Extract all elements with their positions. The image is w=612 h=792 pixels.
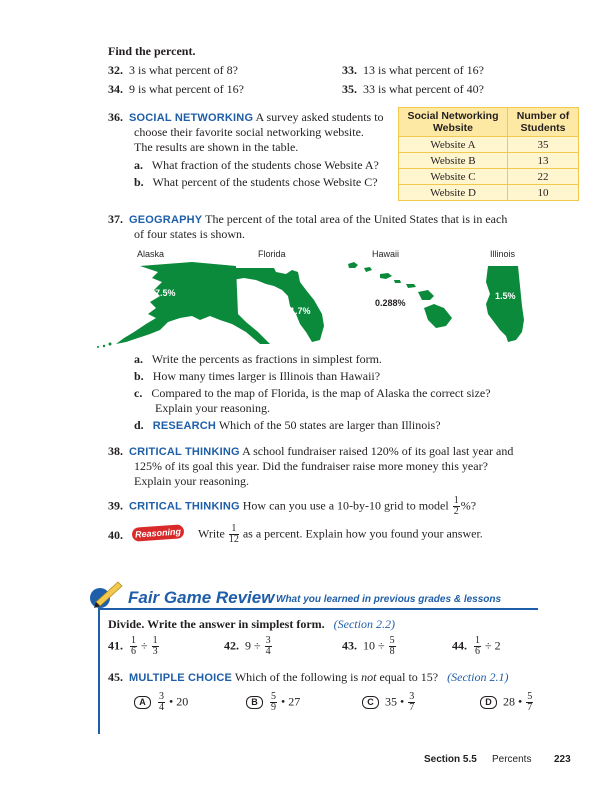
reasoning-badge: Reasoning [132,524,185,542]
exercise-37c-line2: Explain your reasoning. [155,401,270,415]
table-row: Website D 10 [399,185,579,201]
map-label-florida: Florida [258,249,286,259]
table-row: Website B 13 [399,153,579,169]
exercise-39: 39. CRITICAL THINKING How can you use a 10-by-10 grid to model $\frac{1}{2}$ %? [108,495,477,517]
state-maps [60,258,560,348]
footer-topic: Percents [492,754,532,765]
exercise-42: 42. 9 ÷ $\frac{3}{4}$ [224,635,271,657]
section-heading: Find the percent. [108,44,196,58]
review-divider [98,608,538,610]
table-row: Website A 35 [399,137,579,153]
review-subtitle: What you learned in previous grades & lessons [276,594,502,605]
exercise-36-line2: choose their favorite social networking website. [134,125,364,139]
option-b[interactable]: B $\frac{5}{9}$ • 27 [246,692,300,713]
fraction: $\frac{1}{2}$ [453,495,459,517]
footer-section: Section 5.5 [424,754,477,765]
exercise-36-line1: 36. SOCIAL NETWORKING A survey asked students to [108,110,384,124]
option-a[interactable]: A $\frac{3}{4}$ • 20 [134,692,188,713]
fraction: $\frac{1}{12}$ [228,523,239,545]
hawaii-map-shape [348,262,452,328]
option-c[interactable]: C 35 • $\frac{3}{7}$ [362,692,416,713]
exercise-43: 43. 10 ÷ $\frac{5}{8}$ [342,635,395,657]
exercise-36b: b. What percent of the students chose Website C? [134,175,378,189]
exercise-44: 44. $\frac{1}{6}$ ÷ 2 [452,635,501,657]
option-letter: D [480,696,497,709]
exercise-37-line2: of four states is shown. [134,227,245,241]
review-instruction: Divide. Write the answer in simplest form. (Section 2.2) [108,617,395,631]
exercise-35: 35. 33 is what percent of 40? [342,82,484,96]
exercise-38-line2: 125% of its goal this year. Did the fundraiser raise more money this year? [134,459,488,473]
page-number: 223 [554,754,571,765]
exercise-37d: d. RESEARCH Which of the 50 states are larger than Illinois? [134,418,441,432]
illinois-percent: 1.5% [495,291,516,301]
hawaii-percent: 0.288% [375,298,406,308]
exercise-38-line1: 38. CRITICAL THINKING A school fundraiser raised 120% of its goal last year and [108,444,514,458]
table-header-website: Social Networking Website [399,108,508,137]
exercise-37a: a. Write the percents as fractions in simplest form. [134,352,382,366]
alaska-percent: 17.5% [150,288,176,298]
exercise-40: 40. [108,528,123,542]
exercise-45: 45. MULTIPLE CHOICE Which of the following is not equal to 15? (Section 2.1) [108,670,509,684]
option-letter: A [134,696,151,709]
option-letter: B [246,696,263,709]
exercise-40-text: Write $\frac{1}{12}$ as a percent. Explain how you found your answer. [198,523,483,545]
review-title: Fair Game Review [128,588,275,607]
review-left-border [98,608,100,734]
exercise-33: 33. 13 is what percent of 16? [342,63,484,77]
option-d[interactable]: D 28 • $\frac{5}{7}$ [480,692,534,713]
florida-map-shape [226,268,324,342]
table-header-students: Number of Students [508,108,579,137]
map-label-illinois: Illinois [490,249,516,259]
social-networking-table [398,107,579,201]
florida-percent: 1.7% [290,306,311,316]
exercise-37-line1: 37. GEOGRAPHY The percent of the total area of the United States that is in each [108,212,508,226]
exercise-36-line3: The results are shown in the table. [134,140,299,154]
exercise-32: 32. 3 is what percent of 8? [108,63,238,77]
table-row: Website C 22 [399,169,579,185]
illinois-map-shape [486,266,524,342]
exercise-41: 41. $\frac{1}{6}$ ÷ $\frac{1}{3}$ [108,635,158,657]
exercise-38-line3: Explain your reasoning. [134,474,249,488]
exercise-36a: a. What fraction of the students chose Website A? [134,158,379,172]
map-label-alaska: Alaska [137,249,165,259]
map-label-hawaii: Hawaii [372,249,400,259]
option-letter: C [362,696,379,709]
exercise-37b: b. How many times larger is Illinois than Hawaii? [134,369,381,383]
exercise-37c: c. Compared to the map of Florida, is the map of Alaska the correct size? [134,386,491,400]
exercise-34: 34. 9 is what percent of 16? [108,82,244,96]
